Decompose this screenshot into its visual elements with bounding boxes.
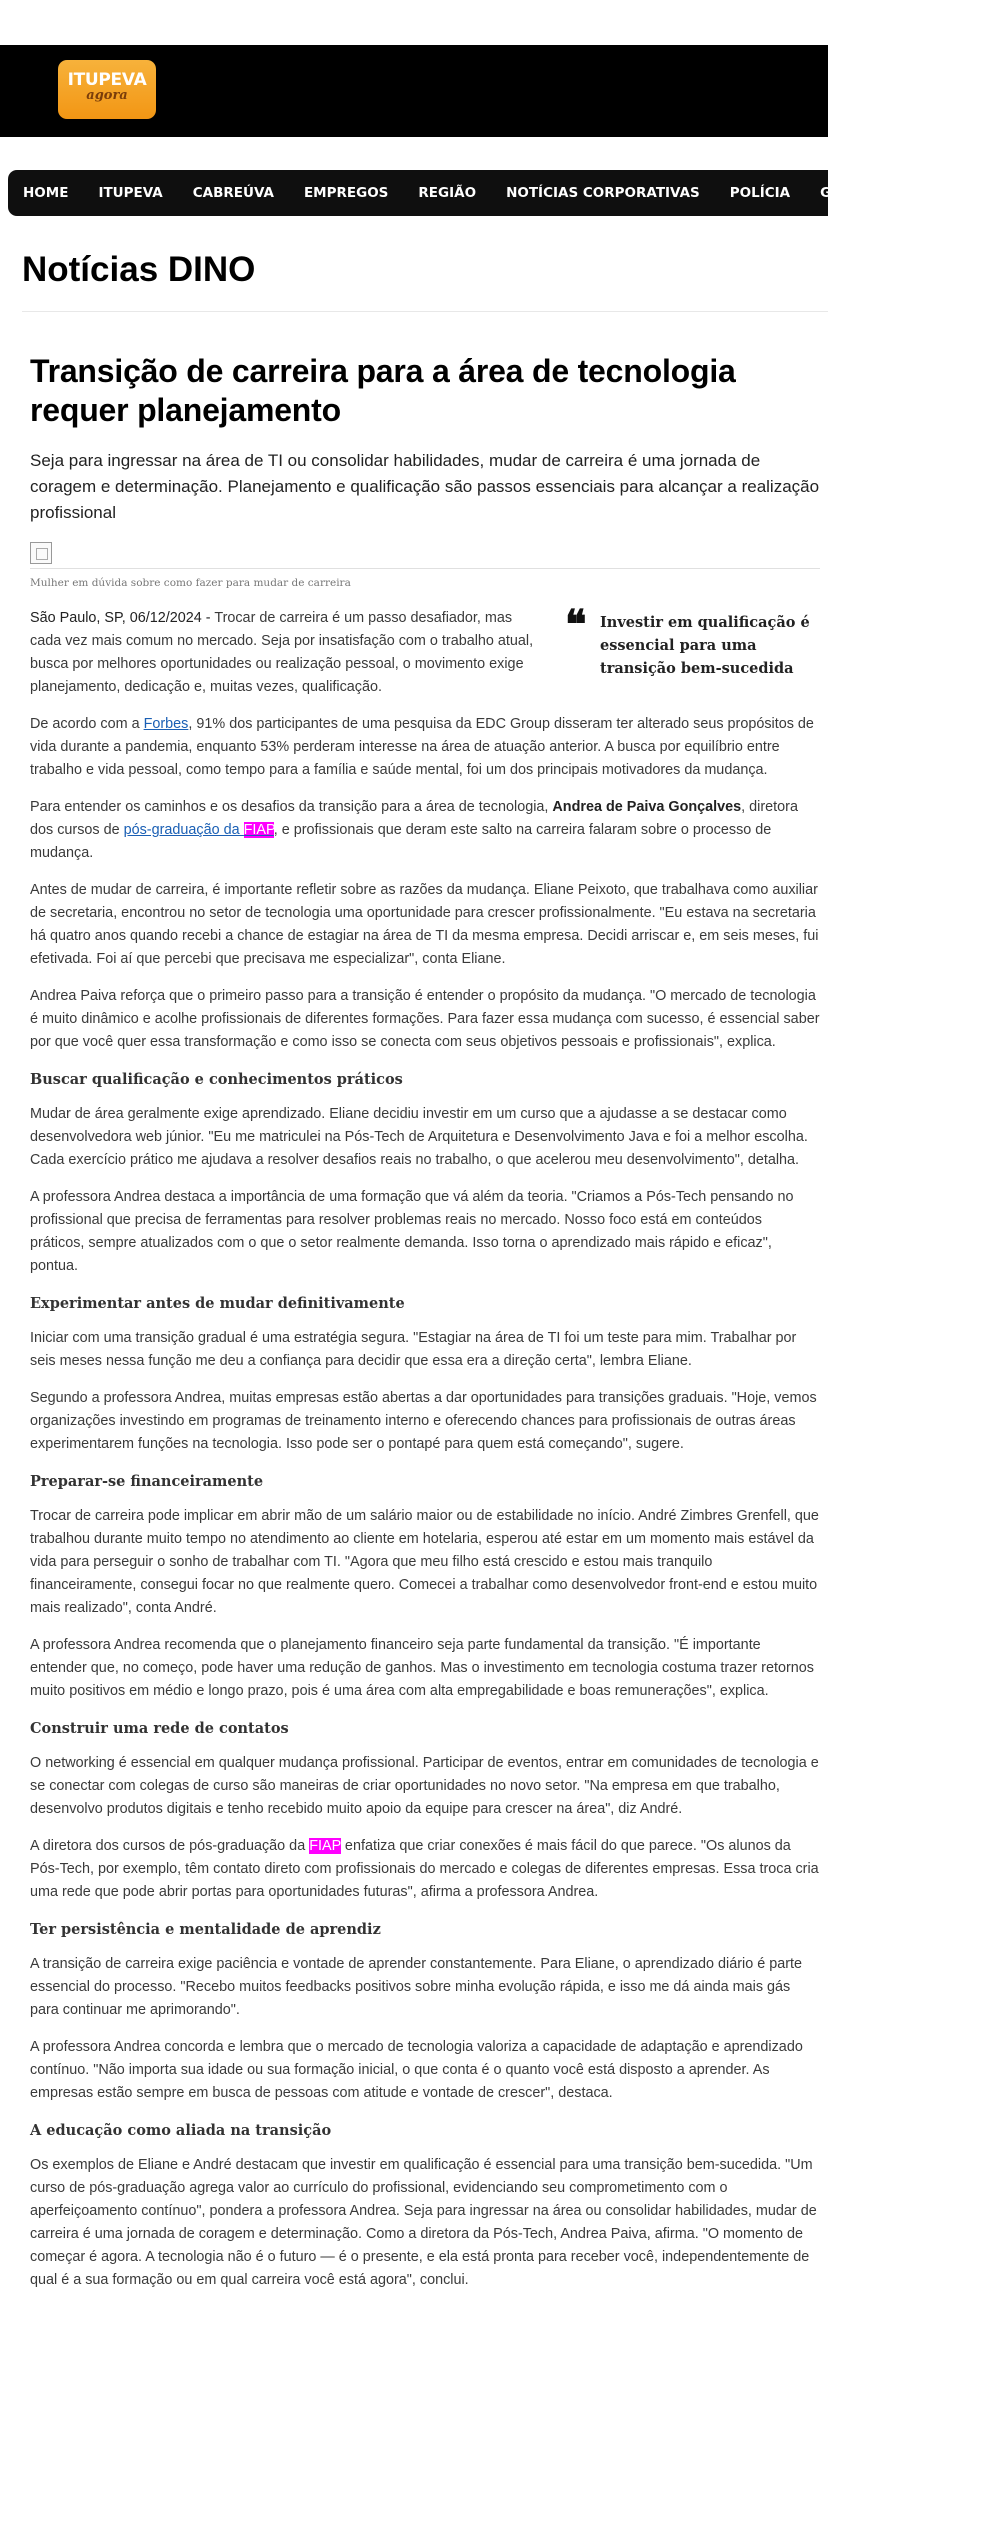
paragraph-text: , diretora dos cursos de xyxy=(30,799,798,838)
paragraph: Iniciar com uma transição gradual é uma estratégia segura. "Estagiar na área de TI foi um teste para mim. Trabalhar por seis meses nessa função me deu a confiança para decidir que essa era a direção certa", lembra Eliane. xyxy=(30,1330,797,1369)
paragraph: A professora Andrea recomenda que o planejamento financeiro seja parte fundamental da transição. "É importante entender que, no começo, pode haver uma redução de ganhos. Mas o investimento em tecnologia costuma trazer retornos muito positivos em médio e longo prazo, pois é uma área com alta empregabilidade e boas remunerações", explica. xyxy=(30,1637,814,1699)
paragraph: O networking é essencial em qualquer mudança profissional. Participar de eventos, entrar em comunidades de tecnologia e se conectar com colegas de curso são maneiras de criar oportunidades no novo setor. "Na empresa em que trabalho, desenvolvo produtos digitais e tenho recebido muito apoio da equipe para crescer na área", diz André. xyxy=(30,1755,819,1817)
paragraph: Trocar de carreira pode implicar em abrir mão de um salário maior ou de estabilidade no início. André Zimbres Grenfell, que trabalhou durante muito tempo no atendimento ao cliente em hotelaria, esperou até estar em um momento mais estável da vida para perseguir o sonho de trabalhar com TI. "Agora que meu filho está crescido e estou mais tranquilo financeiramente, consegui focar no que realmente quero. Comecei a trabalhar como desenvolvedor front-end e estou muito mais realizado", conta André. xyxy=(30,1508,819,1616)
pos-graduacao-link[interactable] xyxy=(124,822,274,838)
quote-mark-icon: ❝ xyxy=(565,601,587,648)
paragraph xyxy=(30,1835,820,1904)
paragraph: Antes de mudar de carreira, é importante refletir sobre as razões da mudança. Eliane Peixoto, que trabalhava como auxiliar de secretaria, encontrou no setor de tecnologia uma oportunidade para crescer profissionalmente. "Eu estava na secretaria há quatro anos quando recebi a chance de estagiar na área de TI da mesma empresa. Decidi arriscar e, em seis meses, fui efetivada. Foi aí que percebi que precisava me especializar", conta Eliane. xyxy=(30,882,819,967)
subheading: Buscar qualificação e conhecimentos práticos xyxy=(30,1071,403,1088)
paragraph-text: Para entender os caminhos e os desafios da transição para a área de tecnologia, xyxy=(30,799,553,815)
paragraph: Os exemplos de Eliane e André destacam que investir em qualificação é essencial para uma transição bem-sucedida. "Um curso de pós-graduação agrega valor ao currículo do profissional, evidenciando seu comprometimento com o aperfeiçoamento contínuo", pondera a professora Andrea. Seja para ingressar na área ou consolidar habilidades, mudar de carreira é uma jornada de coragem e determinação. Como a diretora da Pós-Tech, Andrea Paiva, afirma. "O momento de começar é agora. A tecnologia não é o futuro — é o presente, e ela está pronta para receber você, independentemente de qual é a sua formação ou em qual carreira você está agora", conclui. xyxy=(30,2157,817,2288)
section-title: Notícias DINO xyxy=(22,250,256,289)
paragraph-text: , 91% dos participantes de uma pesquisa da EDC Group disseram ter alterado seus propósitos de vida durante a pandemia, enquanto 53% perderam interesse na área de atuação anterior. A busca por equilíbrio entre trabalho e vida pessoal, como tempo para a família e saúde mental, foi um dos principais motivadores da mudança. xyxy=(30,716,814,778)
pull-quote-text: Investir em qualificação é essencial para uma transição bem-sucedida xyxy=(600,614,810,677)
paragraph: A transição de carreira exige paciência e vontade de aprender constantemente. Para Eliane, o aprendizado diário é parte essencial do processo. "Recebo muitos feedbacks positivos sobre minha evolução rápida, e isso me dá ainda mais gás para continuar me aprimorando". xyxy=(30,1956,802,2018)
nav-item-noticias-corporativas[interactable]: NOTÍCIAS CORPORATIVAS xyxy=(506,185,700,201)
subheading: Experimentar antes de mudar definitivamente xyxy=(30,1295,405,1312)
paragraph: Andrea Paiva reforça que o primeiro passo para a transição é entender o propósito da mudança. "O mercado de tecnologia é muito dinâmico e acolhe profissionais de diferentes formações. Para fazer essa mudança com sucesso, é essencial saber por que você quer essa transformação e como isso se conecta com seus objetivos pessoais e profissionais", explica. xyxy=(30,988,820,1050)
site-logo[interactable] xyxy=(58,60,156,119)
dateline: São Paulo, SP, 06/12/2024 - xyxy=(30,610,211,626)
paragraph-text: De acordo com a xyxy=(30,716,144,732)
paragraph: Segundo a professora Andrea, muitas empresas estão abertas a dar oportunidades para transições graduais. "Hoje, vemos organizações investindo em programas de treinamento interno e oferecendo chances para profissionais de outras áreas experimentarem funções na tecnologia. Isso pode ser o pontapé para quem está começando", sugere. xyxy=(30,1390,817,1452)
nav-item-regiao[interactable]: REGIÃO xyxy=(418,185,477,201)
fiap-highlight: FIAP xyxy=(309,1838,341,1854)
person-name: Andrea de Paiva Gonçalves xyxy=(552,799,742,815)
article-headline: Transição de carreira para a área de tecnologia requer planejamento xyxy=(30,353,736,428)
section-divider xyxy=(22,311,828,312)
nav-item-itupeva[interactable]: ITUPEVA xyxy=(98,185,163,201)
paragraph xyxy=(30,796,820,865)
image-caption: Mulher em dúvida sobre como fazer para mudar de carreira xyxy=(30,577,351,589)
subheading: Construir uma rede de contatos xyxy=(30,1720,289,1737)
logo-main-text: ITUPEVA xyxy=(67,70,147,90)
paragraph: Mudar de área geralmente exige aprendizado. Eliane decidiu investir em um curso que a ajudasse a se destacar como desenvolvedora web júnior. "Eu me matriculei na Pós-Tech de Arquitetura e Desenvolvimento Java e foi a melhor escolha. Cada exercício prático me ajudava a resolver desafios reais no trabalho, o que acelerou meu desenvolvimento", detalha. xyxy=(30,1106,808,1168)
article-lede: Seja para ingressar na área de TI ou consolidar habilidades, mudar de carreira é uma jornada de coragem e determinação. Planejamento e qualificação são passos essenciais para alcançar a realização profissional xyxy=(30,451,820,522)
subheading: A educação como aliada na transição xyxy=(30,2122,332,2139)
paragraph-text: enfatiza que criar conexões é mais fácil do que parece. "Os alunos da Pós-Tech, por exemplo, têm contato direto com profissionais do mercado e colegas de diferentes empresas. Essa troca cria uma rede que pode abrir portas para oportunidades futuras", afirma a professora Andrea. xyxy=(30,1838,819,1900)
nav-item-guia-de-comercio[interactable]: GUIA DE COMÉRCIO xyxy=(820,185,969,201)
paragraph-text: , e profissionais que deram este salto na carreira falaram sobre o processo de mudança. xyxy=(30,822,772,861)
paragraph: A professora Andrea concorda e lembra que o mercado de tecnologia valoriza a capacidade de adaptação e aprendizado contínuo. "Não importa sua idade ou sua formação inicial, o que conta é o quanto você está disposto a aprender. As empresas estão sempre em busca de pessoas com atitude e vontade de crescer", destaca. xyxy=(30,2039,803,2101)
nav-item-cabreuva[interactable]: CABREÚVA xyxy=(192,185,274,201)
article-body xyxy=(30,601,820,2292)
broken-image-icon xyxy=(30,542,52,564)
subheading: Ter persistência e mentalidade de aprendiz xyxy=(30,1921,381,1938)
subheading: Preparar-se financeiramente xyxy=(30,1473,264,1490)
site-header xyxy=(0,45,828,137)
article xyxy=(30,352,820,2306)
link-text: pós-graduação da xyxy=(123,822,244,838)
nav-item-empregos[interactable]: EMPREGOS xyxy=(303,185,389,201)
nav-item-policia[interactable]: POLÍCIA xyxy=(729,185,791,201)
paragraph xyxy=(30,713,820,782)
pull-quote xyxy=(565,601,820,680)
image-divider xyxy=(30,568,820,569)
forbes-link[interactable]: Forbes xyxy=(143,716,189,732)
paragraph-text: Trocar de carreira é um passo desafiador, mas cada vez mais comum no mercado. Seja por insatisfação com o trabalho atual, busca por melhores oportunidades ou realização pessoal, o movimento exige planejamento, dedicação e, muitas vezes, qualificação. xyxy=(30,610,534,695)
top-strip xyxy=(0,0,828,45)
paragraph-text: A diretora dos cursos de pós-graduação da xyxy=(30,1838,310,1854)
logo-sub-text: agora xyxy=(86,88,128,103)
paragraph: A professora Andrea destaca a importância de uma formação que vá além da teoria. "Criamos a Pós-Tech pensando no profissional que precisa de ferramentas para resolver problemas reais no mercado. Nosso foco está em conteúdos práticos, sempre atualizados com o que o setor realmente demanda. Isso torna o aprendizado mais rápido e eficaz", pontua. xyxy=(30,1189,794,1274)
main-nav xyxy=(8,170,969,216)
nav-item-home[interactable]: HOME xyxy=(23,185,69,201)
fiap-highlight: FIAP xyxy=(243,822,274,838)
